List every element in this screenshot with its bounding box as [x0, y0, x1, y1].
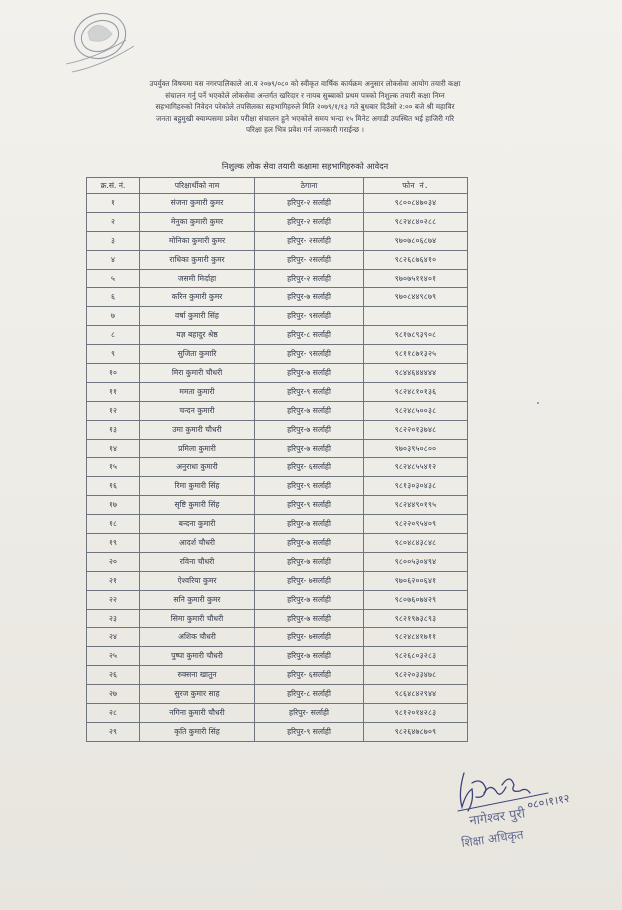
cell-serial: ८ [87, 326, 140, 345]
cell-phone: ९७०७५११४०१ [364, 269, 468, 288]
intro-line: परिक्षा हल भित्र प्रवेश गर्न जानकारी गराईन्छ । [245, 125, 365, 135]
cell-serial: १९ [87, 534, 140, 553]
table-row [87, 382, 468, 401]
cell-phone: ९८४४६४४४४४ [364, 364, 468, 383]
table-row [87, 307, 468, 326]
cell-serial: १८ [87, 515, 140, 534]
cell-serial: १३ [87, 420, 140, 439]
cell-address: हरिपुर- ६सर्लाही [255, 666, 364, 685]
cell-name: प्रमिला कुमारी [140, 439, 255, 458]
table-row [87, 552, 468, 571]
cell-serial: १ [87, 194, 140, 213]
cell-serial: १२ [87, 401, 140, 420]
cell-name: सृष्टि कुमारी सिंह [140, 496, 255, 515]
cell-address: हरिपुर-९ सर्लाही [255, 382, 364, 401]
cell-address: हरिपुर-७ सर्लाही [255, 364, 364, 383]
table-row [87, 269, 468, 288]
cell-address: हरिपुर- ७सर्लाही [255, 571, 364, 590]
cell-serial: ९ [87, 345, 140, 364]
cell-name: अनुराधा कुमारी [140, 458, 255, 477]
cell-phone: ९८६४८४२९४४ [364, 685, 468, 704]
cell-serial: १७ [87, 496, 140, 515]
intro-paragraph [60, 78, 550, 136]
stray-mark [537, 402, 539, 404]
cell-serial: २६ [87, 666, 140, 685]
cell-phone: ९८१३०३०४३८ [364, 477, 468, 496]
cell-address: हरिपुर- ७सर्लाही [255, 628, 364, 647]
cell-address: हरिपुर-२ सर्लाही [255, 194, 364, 213]
cell-name: सिमा कुमारी चौधरी [140, 609, 255, 628]
cell-serial: १० [87, 364, 140, 383]
cell-address: हरिपुर-७ सर्लाही [255, 420, 364, 439]
header-phone: फोन नं. [364, 178, 468, 194]
cell-address: हरिपुर- सर्लाही [255, 704, 364, 723]
cell-serial: ४ [87, 250, 140, 269]
cell-phone: ९८२२०१३७४८ [364, 420, 468, 439]
table-row [87, 212, 468, 231]
table-row [87, 647, 468, 666]
cell-name: ममता कुमारी [140, 382, 255, 401]
cell-serial: २२ [87, 590, 140, 609]
cell-address: हरिपुर-७ सर्लाही [255, 288, 364, 307]
cell-serial: ५ [87, 269, 140, 288]
table-row [87, 628, 468, 647]
cell-name: सुरज कुमार साह [140, 685, 255, 704]
cell-serial: १६ [87, 477, 140, 496]
cell-name: राधिका कुमारी कुमर [140, 250, 255, 269]
cell-phone: ९८२४८४१७११ [364, 628, 468, 647]
cell-serial: २७ [87, 685, 140, 704]
cell-serial: २१ [87, 571, 140, 590]
cell-address: हरिपुर-८ सर्लाही [255, 685, 364, 704]
cell-name: करिन कुमारी कुमर [140, 288, 255, 307]
cell-address: हरिपुर-७ सर्लाही [255, 515, 364, 534]
cell-name: नगिना कुमारी चौधरी [140, 704, 255, 723]
cell-address: हरिपुर-७ सर्लाही [255, 439, 364, 458]
table-row [87, 515, 468, 534]
cell-serial: ३ [87, 231, 140, 250]
cell-phone: ९८०४८४३८४८ [364, 534, 468, 553]
table-title: निशुल्क लोक सेवा तयारी कक्षामा सहभागिहरुको आवेदन [221, 161, 389, 171]
cell-phone: ९८२६८७६४१० [364, 250, 468, 269]
cell-address: हरिपुर- ६सर्लाही [255, 458, 364, 477]
cell-name: आदर्श चौधरी [140, 534, 255, 553]
svg-text:शिक्षा अधिकृत: शिक्षा अधिकृत [460, 827, 525, 850]
cell-name: सनि कुमारी कुमर [140, 590, 255, 609]
cell-phone [364, 307, 468, 326]
cell-name: यज्ञ बहादुर श्रेष्ठ [140, 326, 255, 345]
cell-phone: ९८२४८५५४१२ [364, 458, 468, 477]
table-row [87, 439, 468, 458]
signature-stamp [440, 765, 590, 865]
cell-address: हरिपुर-७ सर्लाही [255, 647, 364, 666]
cell-phone: ९८२६४७८७०९ [364, 722, 468, 741]
cell-phone: ९७०३९५०८०० [364, 439, 468, 458]
cell-address: हरिपुर-७ सर्लाही [255, 534, 364, 553]
table-row [87, 345, 468, 364]
cell-phone: ९८१२०१४२८३ [364, 704, 468, 723]
header-serial: क्र.सं. नं. [87, 178, 140, 194]
header-name: परिक्षार्थीको नाम [140, 178, 255, 194]
table-row [87, 458, 468, 477]
table-row [87, 194, 468, 213]
cell-address: हरिपुर-९ सर्लाही [255, 722, 364, 741]
cell-phone: ९८२२०३३४७८ [364, 666, 468, 685]
cell-address: हरिपुर-९ सर्लाही [255, 477, 364, 496]
intro-line: उपर्युक्त विषयमा यस नगरपालिकाले आ.व २०७९/०८० को स्वीकृत वार्षिक कार्यक्रम अनुसार लोकसेवा आयोग तयारी कक्षा [149, 79, 461, 88]
cell-name: संजना कुमारी कुमर [140, 194, 255, 213]
table-row [87, 534, 468, 553]
cell-phone: ९८२६८०३२८३ [364, 647, 468, 666]
table-row [87, 326, 468, 345]
cell-serial: २४ [87, 628, 140, 647]
table-header-row [87, 178, 468, 194]
cell-phone: ९८१७८९३९०८ [364, 326, 468, 345]
table-row [87, 590, 468, 609]
cell-serial: १४ [87, 439, 140, 458]
cell-address: हरिपुर-७ सर्लाही [255, 590, 364, 609]
cell-address: हरिपुर-७ सर्लाही [255, 401, 364, 420]
municipality-seal [58, 6, 154, 88]
cell-name: बन्दना कुमारी [140, 515, 255, 534]
cell-phone: ९८११८७१३२५ [364, 345, 468, 364]
cell-serial: ११ [87, 382, 140, 401]
cell-phone: ९८२१९७३८९३ [364, 609, 468, 628]
intro-line: संचालन गर्नु पर्ने भएकोले लोकसेवा अन्तर्गत खरिदार र नायब सुब्बाको प्रथम पत्रको निशुल्क तयारी कक्षा निम्न [165, 90, 445, 100]
cell-name: पुष्पा कुमारी चौधरी [140, 647, 255, 666]
cell-name: कृति कुमारी सिंह [140, 722, 255, 741]
cell-phone: ९८२४४९०१९५ [364, 496, 468, 515]
cell-serial: २५ [87, 647, 140, 666]
participants-table [86, 177, 468, 742]
table-row [87, 288, 468, 307]
header-address: ठेगाना [255, 178, 364, 194]
table-row [87, 420, 468, 439]
cell-address: हरिपुर-७ सर्लाही [255, 609, 364, 628]
table-row [87, 364, 468, 383]
cell-name: रुक्सना खातुन [140, 666, 255, 685]
intro-line: जनता बहुमुखी क्याम्पसमा प्रवेश परीक्षा संचालन हुने भएकोले समय भन्दा १५ मिनेट अगाडी उपस्थित भई हाजिरी गरि [155, 113, 455, 123]
cell-serial: १५ [87, 458, 140, 477]
table-row [87, 704, 468, 723]
cell-name: उमा कुमारी चौधरी [140, 420, 255, 439]
cell-address: हरिपुर- २सर्लाही [255, 231, 364, 250]
cell-address: हरिपुर-८ सर्लाही [255, 326, 364, 345]
table-row [87, 571, 468, 590]
cell-name: रविना चौधरी [140, 552, 255, 571]
svg-text:०८०।१।१२: ०८०।१।१२ [526, 791, 571, 812]
cell-address: हरिपुर-७ सर्लाही [255, 552, 364, 571]
cell-serial: ६ [87, 288, 140, 307]
cell-name: मोनिका कुमारी कुमर [140, 231, 255, 250]
cell-phone: ९७०८४४९८७९ [364, 288, 468, 307]
cell-address: हरिपुर- ९सर्लाही [255, 345, 364, 364]
cell-name: ऐश्वरिया कुमर [140, 571, 255, 590]
cell-name: चन्दन कुमारी [140, 401, 255, 420]
cell-serial: २० [87, 552, 140, 571]
table-row [87, 609, 468, 628]
cell-phone: ९८०७६०७४२९ [364, 590, 468, 609]
cell-name: वर्षा कुमारी सिंह [140, 307, 255, 326]
cell-phone: ९८२४८४०२८८ [364, 212, 468, 231]
table-row [87, 401, 468, 420]
cell-phone: ९८२४८५००३८ [364, 401, 468, 420]
cell-name: सुजिता कुमारि [140, 345, 255, 364]
table-row [87, 722, 468, 741]
cell-address: हरिपुर- २सर्लाही [255, 250, 364, 269]
intro-line: सहभागिहरुको निवेदन परेकोले तपसिलका सहभागिहरुले मिति २०७९/१/१३ गते बुधबार दिउँसो २:०० बजे श्री महाविर [155, 102, 455, 112]
cell-address: हरिपुर-२ सर्लाही [255, 269, 364, 288]
cell-name: अशिक चौधरी [140, 628, 255, 647]
cell-address: हरिपुर-९ सर्लाही [255, 496, 364, 515]
cell-serial: ७ [87, 307, 140, 326]
cell-name: जसमी मिर्दाहा [140, 269, 255, 288]
cell-phone: ९८००५३०४९४ [364, 552, 468, 571]
table-row [87, 685, 468, 704]
cell-address: हरिपुर-२ सर्लाही [255, 212, 364, 231]
cell-serial: २८ [87, 704, 140, 723]
cell-name: मिरा कुमारी चौधरी [140, 364, 255, 383]
table-row [87, 250, 468, 269]
table-row [87, 666, 468, 685]
svg-text:नागेश्वर पुरी: नागेश्वर पुरी [468, 806, 527, 829]
cell-serial: २९ [87, 722, 140, 741]
cell-phone: ९८२२०९५४०९ [364, 515, 468, 534]
cell-address: हरिपुर- ९सर्लाही [255, 307, 364, 326]
table-row [87, 477, 468, 496]
cell-phone: ९७०७८०६८७४ [364, 231, 468, 250]
cell-serial: २ [87, 212, 140, 231]
table-row [87, 231, 468, 250]
cell-name: रिमा कुमारी सिंह [140, 477, 255, 496]
cell-phone: ९८००८४७०३४ [364, 194, 468, 213]
cell-phone: ९७०६२००६४१ [364, 571, 468, 590]
cell-phone: ९८२४८१०१३६ [364, 382, 468, 401]
cell-serial: २३ [87, 609, 140, 628]
cell-name: मेनुका कुमारी कुमर [140, 212, 255, 231]
table-row [87, 496, 468, 515]
